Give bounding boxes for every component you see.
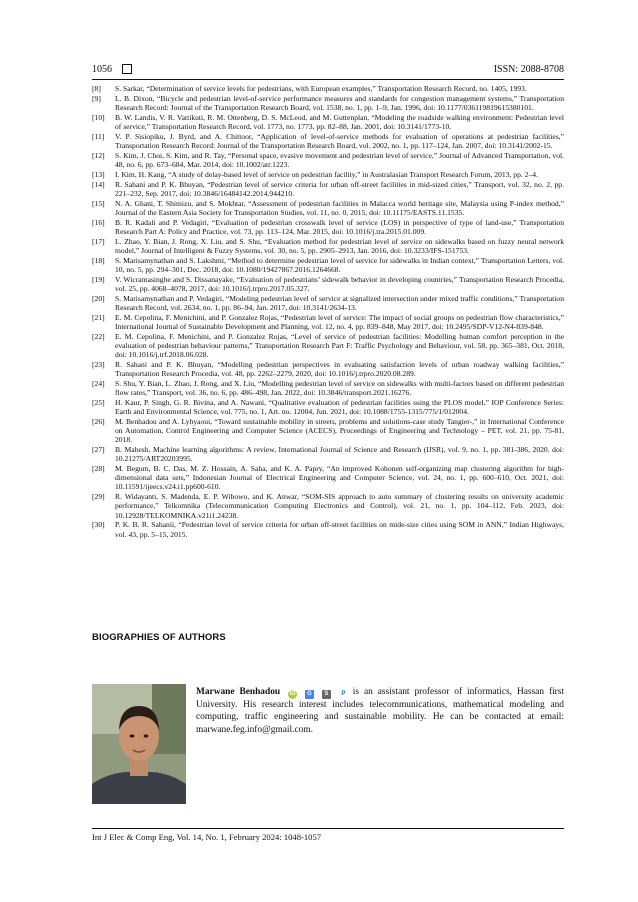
reference-item [92, 417, 564, 445]
reference-text: S. Shu, Y. Bian, L. Zhao, J. Rong, and X. Liu, “Modelling pedestrian level of service on sidewalks with multi-factors based on different pedestrian flow rates,” Transport, vol. 36, no. 6, pp. 486–498, Jan. 2022, doi: 10.3846/transport.2021.16276. [115, 378, 564, 397]
reference-item [92, 445, 564, 463]
reference-text: R. Widayanti, S. Madenda, E. P. Wibowo, and K. Anwar, “SOM-SIS approach to auto summary of clustering results on university academic performance,” Telkomnika (Telecommunication Computing Electronics and Control), vol. 21, no. 1, pp. 104–112, Feb. 2023, doi: 10.12928/TELKOMNIKA.v21i1.24238. [115, 492, 564, 520]
biographies-heading: BIOGRAPHIES OF AUTHORS [92, 632, 226, 643]
reference-number: [10] [92, 112, 105, 122]
reference-text: H. Kaur, P. Singh, G. R. Bivina, and A. Nawani, “Qualitative evaluation of pedestrian facilities using the PLOS model,” IOP Conference Series: Earth and Environmental Science, vol. 775, no. 1, Art. no. 12004, Jun. 2021, doi: 10.1088/1755-1315/775/1/012004. [115, 397, 564, 416]
reference-item [92, 294, 564, 312]
reference-number: [28] [92, 464, 105, 473]
footer-rule [92, 828, 564, 829]
author-name: Marwane Benhadou [196, 687, 281, 697]
page-number: 1056 [92, 63, 112, 75]
reference-number: [22] [92, 331, 105, 341]
reference-number: [14] [92, 179, 105, 189]
reference-text: B. W. Landis, V. R. Vattikuti, R. M. Ottenberg, D. S. McLeod, and M. Guttenplan, “Modeling the roadside walking environment: Pedestrian level of service,” Transportation Research Record, vol. 1773, no. 1773, pp. 82–88, Jan. 2001, doi: 10.3141/1773-10. [115, 112, 564, 131]
reference-number: [19] [92, 274, 105, 284]
reference-item [92, 180, 564, 198]
reference-item [92, 313, 564, 331]
reference-item [92, 94, 564, 112]
header-rule [92, 79, 564, 80]
reference-text: S. Sarkar, “Determination of service levels for pedestrians, with European examples,” Transportation Research Record, no. 1405, 1993. [115, 84, 527, 93]
reference-number: [9] [92, 93, 101, 103]
reference-item [92, 151, 564, 169]
reference-item [92, 520, 564, 538]
reference-item [92, 256, 564, 274]
reference-text: P. K. B. R. Sahanii, “Pedestrian level of service criteria for urban off-street facilities on mide-size cities using SOM in ANN,” Indian Highways, vol. 43, pp. 5–15, 2015. [115, 520, 564, 539]
reference-number: [20] [92, 293, 105, 303]
reference-text: I. Kim, H. Kang, “A study of delay-based level of service on pedestrian facility,” in Australasian Transport Research Forum, 2013, pp. 2–4. [115, 169, 538, 179]
reference-text: M. Begum, B. C. Das, M. Z. Hossain, A. Saha, and K. A. Papry, “An improved Kohonen self-organizing map clustering algorithm for high-dimensional data sets,” Indonesian Journal of Electrical Engineering and Computer Science, vol. 24, no. 1, pp. 600–610, Oct. 2021, doi: 10.11591/ijeecs.v24.i1.pp600-610. [115, 464, 564, 492]
reference-text: B. R. Kadali and P. Vedagiri, “Evaluation of pedestrian crosswalk level of service (LOS) in perspective of type of land-use,” Transportation Research Part A: Policy and Practice, vol. 73, pp. 113–124, Mar. 2015, doi: 10.1016/j.tra.2015.01.009. [115, 217, 564, 236]
reference-item [92, 464, 564, 492]
scopus-icon[interactable]: S [322, 690, 331, 699]
reference-item [92, 199, 564, 217]
reference-number: [23] [92, 359, 105, 369]
reference-number: [24] [92, 378, 105, 388]
reference-text: S. Marisamynathan and S. Lakshmi, “Method to determine pedestrian level of service for sidewalks in Indian context,” Transportation Letters, vol. 10, no. 5, pp. 294–301, Dec. 2018, doi: 10.1080/19427867.2016.1264668. [115, 255, 564, 274]
checkbox-icon [122, 64, 132, 74]
reference-text: L. Zhao, Y. Bian, J. Rong, X. Liu, and S. Shu, “Evaluation method for pedestrian level of service on sidewalks based on fuzzy neural network model,” Journal of Intelligent & Fuzzy Systems, vol. 30, no. 5, pp. 2905–2913, Jan. 2016, doi: 10.3233/IFS-151753. [115, 236, 564, 255]
reference-item [92, 492, 564, 520]
reference-item [92, 218, 564, 236]
reference-number: [29] [92, 492, 105, 502]
reference-number: [17] [92, 236, 105, 246]
reference-number: [8] [92, 84, 101, 93]
reference-number: [12] [92, 150, 105, 160]
reference-item [92, 398, 564, 416]
reference-number: [11] [92, 131, 105, 141]
reference-number: [16] [92, 217, 105, 227]
reference-text: N. A. Ghani, T. Shimizu, and S. Mokhtar, “Assessment of pedestrian facilities in Malacca world heritage site, Malaysia using P-index method,” Journal of the Eastern Asia Society for Transportation Studies, vol. 11, no. 0, 2015, doi: 10.11175/EASTS.11.1535. [115, 198, 564, 217]
reference-text: E. M. Cepolina, F. Menichini, and P. Gonzalez Rojas, “Level of service of pedestrian facilities: Modelling human comfort perception in the evaluation of pedestrian behaviour patterns,” Transportation Research Part F: Traffic Psychology and Behaviour, vol. 58, pp. 365–381, Oct. 2018, doi: 10.1016/j.trf.2018.06.028. [115, 331, 564, 359]
reference-text: V. Wicramasinghe and S. Dissanayake, “Evaluation of pedestrians’ sidewalk behavior in developing countries,” Transportation Research Procedia, vol. 25, pp. 4068–4078, 2017, doi: 10.1016/j.trpro.2017.05.327. [115, 274, 564, 293]
reference-item [92, 84, 564, 93]
reference-number: [15] [92, 198, 105, 208]
reference-text: E. M. Cepolina, F. Menichini, and P. Gonzalez Rojas, “Pedestrian level of service: The impact of social groups on pedestrian flow characteristics,” International Journal of Sustainable Development and Planning, vol. 12, no. 4, pp. 839–848, May 2017, doi: 10.2495/SDP-V12-N4-839-848. [115, 312, 564, 331]
reference-text: V. P. Sisiopiku, J. Byrd, and A. Chittoor, “Application of level-of-service methods for evaluation of operations at pedestrian facilities,” Transportation Research Record: Journal of the Transportation Research Board, vol. 2002, no. 1, pp. 117–124, Jan. 2007, doi: 10.3141/2002-15. [115, 131, 564, 150]
reference-number: [21] [92, 312, 105, 322]
issn: ISSN: 2088-8708 [493, 63, 564, 75]
page-header [92, 62, 564, 76]
orcid-icon[interactable]: iD [289, 691, 296, 697]
author-photo [92, 684, 186, 804]
reference-item [92, 170, 564, 179]
reference-item [92, 275, 564, 293]
reference-number: [13] [92, 169, 105, 179]
reference-item [92, 237, 564, 255]
reference-item [92, 332, 564, 360]
reference-number: [26] [92, 416, 105, 426]
author-bio-text: is an assistant professor of informatics, Hassan first University. His research interest includes telecommunications, mathematical modeling and computing, traffic engineering and sustainable mobility. He can be contacted at email: marwane.feg.info@gmail.com. [196, 687, 565, 735]
reference-text: B. Mahesh, Machine learning algorithms: A review, International Journal of Science and Research (IJSR), vol. 9, no. 1, pp. 381-386, 2020. doi: 10.21275/ART20203995. [115, 445, 564, 464]
reference-text: M. Benhadou and A. Lyhyaoui, “Toward sustainable mobility in streets, problems and solutions-case study Tangier-,” in International Conference on Automation, Control Engineering and Computer Science (ACECS), Proceedings of Engineering and Technology – PET, vol. 21, pp. 75-81, 2018. [115, 416, 564, 445]
reference-text: L. B. Dixon, “Bicycle and pedestrian level-of-service performance measures and standards for congestion management systems,” Transportation Research Record: Journal of the Transportation Research Board, vol. 1538, no. 1, pp. 1–9, Jan. 1996, doi: 10.1177/036119819615380101. [115, 93, 564, 112]
reference-item [92, 132, 564, 150]
page-footer: Int J Elec & Comp Eng, Vol. 14, No. 1, February 2024: 1048-1057 [92, 832, 322, 842]
reference-item [92, 360, 564, 378]
web-of-science-icon[interactable]: P [339, 690, 348, 699]
reference-item [92, 379, 564, 397]
reference-number: [30] [92, 520, 105, 530]
author-biography [196, 686, 564, 736]
reference-number: [25] [92, 397, 105, 407]
google-scholar-icon[interactable]: G [305, 690, 314, 699]
reference-text: R. Sahani and P. K. Bhuyan, “Pedestrian level of service criteria for urban off-street facilities in mid-sized cities,” Transport, vol. 32, no. 2, pp. 221–232, Sep. 2017, doi: 10.3846/16484142.2014.944210. [115, 179, 564, 198]
reference-number: [18] [92, 255, 105, 265]
reference-list [92, 84, 564, 539]
reference-text: S. Kim, J. Choi, S. Kim, and R. Tay, “Personal space, evasive movement and pedestrian level of service,” Journal of Advanced Transportation, vol. 48, no. 6, pp. 673–684, Mar. 2014, doi: 10.1002/atr.1223. [115, 150, 564, 169]
reference-text: S. Marisamynathan and P. Vedagiri, “Modeling pedestrian level of service at signalized intersection under mixed traffic conditions,” Transportation Research Record, vol. 2634, no. 1, pp. 86–94, Jan. 2017, doi: 10.3141/2634-13. [115, 293, 564, 312]
reference-text: R. Sahani and P. K. Bhuyan, “Modelling pedestrian perspectives in evaluating satisfaction levels of urban roadway walking facilities,” Transportation Research Procedia, vol. 48, pp. 2262–2279, 2020, doi: 10.1016/j.trpro.2020.08.289. [115, 359, 564, 378]
reference-number: [27] [92, 445, 105, 454]
reference-item [92, 113, 564, 131]
